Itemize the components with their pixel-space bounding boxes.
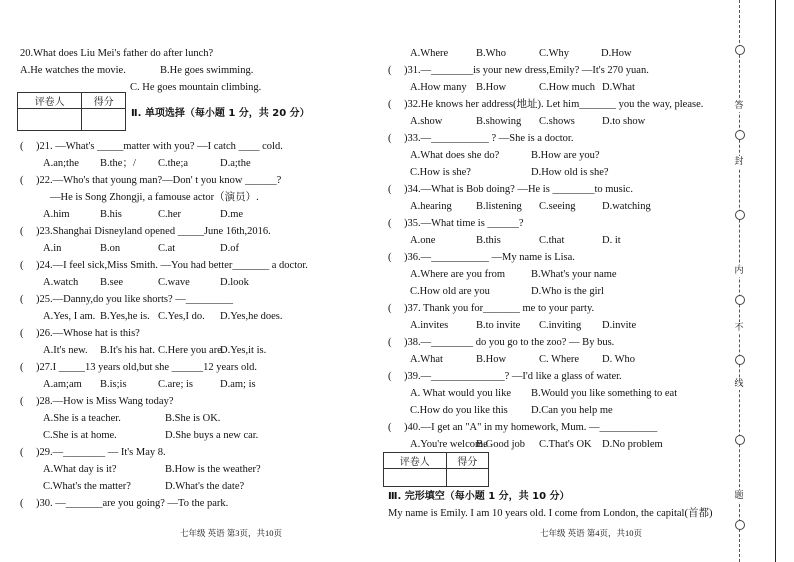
binding-circle — [735, 520, 745, 530]
score-box-cell[interactable] — [446, 469, 488, 487]
answer-bracket[interactable]: ( — [20, 498, 24, 509]
question-option: D.Can you help me — [531, 405, 613, 416]
q30-option-c: C.Why — [539, 48, 570, 59]
question-option: D.Yes,it is. — [220, 345, 267, 356]
score-box-grader-label: 评卷人 — [384, 453, 447, 469]
question-option: A.him — [43, 209, 70, 220]
question-option: B.to invite — [476, 320, 521, 331]
question-option: B.Yes,he is. — [100, 311, 150, 322]
question-stem: )27.I _____13 years old,but she ______12 years old. — [36, 362, 258, 373]
question-stem: )26.—Whose hat is this? — [36, 328, 140, 339]
question-option: D.She buys a new car. — [165, 430, 259, 441]
section3-title: Ⅲ. 完形填空（每小题 1 分，共 10 分） — [388, 491, 570, 502]
question-option: A.invites — [410, 320, 449, 331]
answer-bracket[interactable]: ( — [20, 294, 24, 305]
question-option: A.Where are you from — [410, 269, 506, 280]
question-option: C.inviting — [539, 320, 582, 331]
binding-label: 内 — [732, 265, 746, 277]
answer-bracket[interactable]: ( — [20, 447, 24, 458]
question-stem: )30. —_______are you going? —To the park. — [36, 498, 229, 509]
question-option: B.Good job — [476, 439, 526, 450]
question-stem: )28.—How is Miss Wang today? — [36, 396, 174, 407]
answer-bracket[interactable]: ( — [388, 65, 392, 76]
question-option: A. What would you like — [410, 388, 512, 399]
question-option: C.are; is — [158, 379, 193, 390]
question-stem: )40.—I get an "A" in my homework, Mum. —___________ — [404, 422, 658, 433]
question-option: C.at — [158, 243, 176, 254]
score-box-left — [17, 92, 126, 131]
question-option: D.Who is the girl — [531, 286, 604, 297]
answer-bracket[interactable]: ( — [20, 396, 24, 407]
question-stem: )21. —What's _____matter with you? —I catch ____ cold. — [36, 141, 283, 152]
answer-bracket[interactable]: ( — [20, 362, 24, 373]
question-stem: )35.—What time is ______? — [404, 218, 524, 229]
question-option: A.Yes, I am. — [43, 311, 96, 322]
question-stem: )38.—________ do you go to the zoo? — By bus. — [404, 337, 615, 348]
question-option: A.an;the — [43, 158, 79, 169]
q20-option-b: B.He goes swimming. — [160, 65, 254, 76]
question-option: C.How much — [539, 82, 595, 93]
answer-bracket[interactable]: ( — [388, 133, 392, 144]
answer-bracket[interactable]: ( — [388, 422, 392, 433]
answer-bracket[interactable]: ( — [20, 175, 24, 186]
question-stem: )29.—________ — It's May 8. — [36, 447, 166, 458]
score-box-score-label: 得分 — [446, 453, 488, 469]
answer-bracket[interactable]: ( — [20, 226, 24, 237]
question-option: B.She is OK. — [165, 413, 221, 424]
question-option: C.the;a — [158, 158, 189, 169]
question-stem-line2: —He is Song Zhongji, a famouse actor（演员）. — [50, 192, 259, 203]
question-option: A.show — [410, 116, 443, 127]
question-option: C.shows — [539, 116, 575, 127]
question-stem: )33.—___________ ? —She is a doctor. — [404, 133, 574, 144]
question-stem: )39.—______________? —I'd like a glass of water. — [404, 371, 622, 382]
question-stem: )34.—What is Bob doing? —He is ________to music. — [404, 184, 633, 195]
question-option: B.the；/ — [100, 158, 136, 169]
question-option: A.hearing — [410, 201, 452, 212]
binding-label: 线 — [732, 378, 746, 390]
question-stem: )31.—________is your new dress,Emily? —It's 270 yuan. — [404, 65, 649, 76]
score-box-right — [383, 452, 489, 487]
answer-bracket[interactable]: ( — [388, 252, 392, 263]
question-option: A.one — [410, 235, 436, 246]
page-footer-left: 七年级 英语 第3页，共10页 — [180, 528, 283, 538]
question-option: C.that — [539, 235, 565, 246]
question-option: A.What does she do? — [410, 150, 500, 161]
question-option: A.She is a teacher. — [43, 413, 121, 424]
question-option: C.seeing — [539, 201, 576, 212]
question-option: D. it — [602, 235, 621, 246]
binding-label: 题 — [732, 490, 746, 502]
section2-title: Ⅱ. 单项选择（每小题 1 分，共 20 分） — [131, 108, 310, 119]
question-option: A.How many — [410, 82, 467, 93]
question-option: B.this — [476, 235, 501, 246]
answer-bracket[interactable]: ( — [388, 303, 392, 314]
question-stem: )37. Thank you for_______ me to your party. — [404, 303, 595, 314]
question-option: B.is;is — [100, 379, 127, 390]
question-option: D.a;the — [220, 158, 251, 169]
binding-circle — [735, 295, 745, 305]
question-option: C.What's the matter? — [43, 481, 131, 492]
binding-circle — [735, 435, 745, 445]
score-box-cell[interactable] — [384, 469, 447, 487]
q30-option-a: A.Where — [410, 48, 449, 59]
page-edge-line — [775, 0, 777, 562]
question-option: D.am; is — [220, 379, 256, 390]
question-option: A.You're welcome — [410, 439, 488, 450]
question-stem: )32.He knows her address(地址). Let him_______ you the way, please. — [404, 99, 704, 110]
binding-circle — [735, 210, 745, 220]
score-box-grader-label: 评卷人 — [18, 93, 82, 109]
question-option: D.How old is she? — [531, 167, 609, 178]
binding-label: 不 — [732, 322, 746, 334]
answer-bracket[interactable]: ( — [388, 218, 392, 229]
answer-bracket[interactable]: ( — [20, 260, 24, 271]
binding-label: 封 — [732, 156, 746, 168]
question-stem: )22.—Who's that young man?—Don' t you know ______? — [36, 175, 282, 186]
binding-dashed-line — [739, 0, 741, 562]
question-option: A.What day is it? — [43, 464, 117, 475]
question-option: B.listening — [476, 201, 522, 212]
q20-question: 20.What does Liu Mei's father do after lunch? — [20, 48, 214, 59]
question-option: D.What — [602, 82, 635, 93]
binding-circle — [735, 355, 745, 365]
question-option: B.What's your name — [531, 269, 617, 280]
question-option: D. Who — [602, 354, 636, 365]
question-option: D.invite — [602, 320, 637, 331]
binding-label: 答 — [732, 100, 746, 112]
score-box-cell[interactable] — [82, 109, 126, 131]
question-option: B.see — [100, 277, 124, 288]
question-option: B.Would you like something to eat — [531, 388, 678, 399]
question-option: B.How are you? — [531, 150, 600, 161]
q20-option-a: A.He watches the movie. — [20, 65, 126, 76]
question-option: D.to show — [602, 116, 646, 127]
question-option: C.How do you like this — [410, 405, 508, 416]
score-box-score-label: 得分 — [82, 93, 126, 109]
question-option: C. Where — [539, 354, 580, 365]
question-option: D.What's the date? — [165, 481, 245, 492]
question-option: A.in — [43, 243, 62, 254]
question-option: C.Yes,I do. — [158, 311, 205, 322]
answer-bracket[interactable]: ( — [388, 99, 392, 110]
question-option: C.Here you are. — [158, 345, 225, 356]
question-option: B.showing — [476, 116, 522, 127]
question-stem: )24.—I feel sick,Miss Smith. —You had better_______ a doctor. — [36, 260, 308, 271]
answer-bracket[interactable]: ( — [388, 337, 392, 348]
question-option: D.Yes,he does. — [220, 311, 283, 322]
question-option: A.watch — [43, 277, 79, 288]
q30-option-b: B.Who — [476, 48, 507, 59]
question-option: B.How — [476, 82, 507, 93]
question-stem: )23.Shanghai Disneyland opened _____June 16th,2016. — [36, 226, 271, 237]
question-option: C.That's OK — [539, 439, 592, 450]
answer-bracket[interactable]: ( — [388, 371, 392, 382]
question-stem: )25.—Danny,do you like shorts? —_________ — [36, 294, 234, 305]
question-option: D.look — [220, 277, 249, 288]
question-stem: )36.—___________ —My name is Lisa. — [404, 252, 575, 263]
question-option: C.her — [158, 209, 182, 220]
question-option: C.How is she? — [410, 167, 471, 178]
question-option: B.How is the weather? — [165, 464, 261, 475]
cloze-passage: My name is Emily. I am 10 years old. I come from London, the capital(首都) — [388, 508, 713, 519]
question-option: B.his — [100, 209, 122, 220]
q30-option-d: D.How — [601, 48, 632, 59]
question-option: D.of — [220, 243, 239, 254]
answer-bracket[interactable]: ( — [20, 328, 24, 339]
question-option: A.It's new. — [43, 345, 88, 356]
question-option: A.What — [410, 354, 443, 365]
question-option: B.on — [100, 243, 121, 254]
binding-circle — [735, 130, 745, 140]
answer-bracket[interactable]: ( — [388, 184, 392, 195]
question-option: C.She is at home. — [43, 430, 117, 441]
question-option: C.wave — [158, 277, 190, 288]
question-option: D.me — [220, 209, 244, 220]
question-option: B.It's his hat. — [100, 345, 155, 356]
question-option: C.How old are you — [410, 286, 490, 297]
binding-circle — [735, 45, 745, 55]
q20-option-c: C. He goes mountain climbing. — [130, 82, 262, 93]
question-option: A.am;am — [43, 379, 82, 390]
question-option: D.No problem — [602, 439, 663, 450]
question-option: B.How — [476, 354, 507, 365]
score-box-cell[interactable] — [18, 109, 82, 131]
answer-bracket[interactable]: ( — [20, 141, 24, 152]
question-option: D.watching — [602, 201, 651, 212]
page-footer-right: 七年级 英语 第4页，共10页 — [540, 528, 643, 538]
